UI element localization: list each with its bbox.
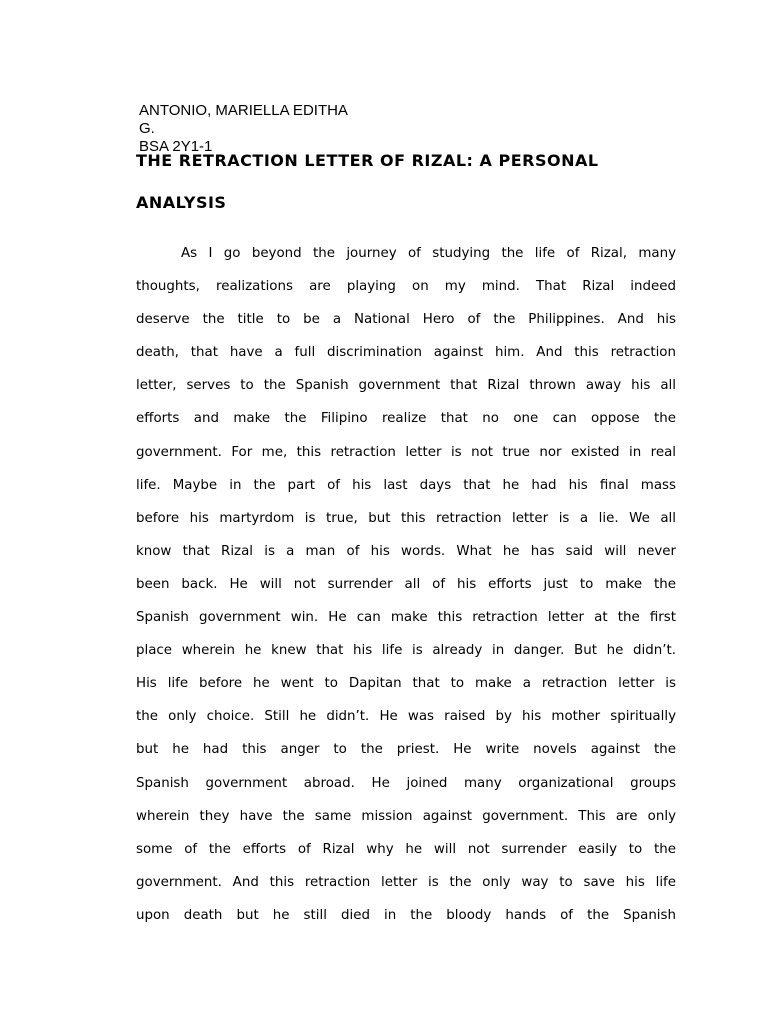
body-line: deserve the title to be a National Hero of the Philippines. And his bbox=[136, 312, 676, 328]
title-line-1: THE RETRACTION LETTER OF RIZAL: A PERSONAL bbox=[136, 151, 599, 170]
body-line: some of the efforts of Rizal why he will not surrender easily to the bbox=[136, 841, 676, 857]
body-line: but he had this anger to the priest. He write novels against the bbox=[136, 742, 676, 758]
body-line: thoughts, realizations are playing on my mind. That Rizal indeed bbox=[136, 279, 676, 295]
body-line: wherein they have the same mission against government. This are only bbox=[136, 808, 676, 824]
body-line: letter, serves to the Spanish government that Rizal thrown away his all bbox=[136, 378, 676, 394]
body-line: Spanish government abroad. He joined many organizational groups bbox=[136, 775, 676, 791]
body-line: His life before he went to Dapitan that to make a retraction letter is bbox=[136, 676, 676, 692]
body-line: the only choice. Still he didn’t. He was raised by his mother spiritually bbox=[136, 709, 676, 725]
body-line: know that Rizal is a man of his words. What he has said will never bbox=[136, 543, 676, 559]
document-title bbox=[136, 140, 676, 224]
body-line: life. Maybe in the part of his last days that he had his final mass bbox=[136, 477, 676, 493]
title-line-2: ANALYSIS bbox=[136, 193, 227, 212]
body-line: government. And this retraction letter is the only way to save his life bbox=[136, 874, 676, 890]
body-line: place wherein he knew that his life is already in danger. But he didn’t. bbox=[136, 643, 676, 659]
body-line: Spanish government win. He can make this retraction letter at the first bbox=[136, 610, 676, 626]
body-line: been back. He will not surrender all of his efforts just to make the bbox=[136, 576, 676, 592]
body-line: death, that have a full discrimination against him. And this retraction bbox=[136, 345, 676, 361]
author-name: ANTONIO, MARIELLA EDITHA bbox=[139, 102, 348, 119]
body-line: efforts and make the Filipino realize that no one can oppose the bbox=[136, 411, 676, 427]
author-name-continued: G. bbox=[139, 120, 155, 137]
body-line: government. For me, this retraction letter is not true nor existed in real bbox=[136, 444, 676, 460]
body-line: upon death but he still died in the bloody hands of the Spanish bbox=[136, 907, 676, 923]
body-paragraph bbox=[136, 237, 676, 932]
body-line: As I go beyond the journey of studying the life of Rizal, many bbox=[181, 246, 676, 261]
body-line: before his martyrdom is true, but this retraction letter is a lie. We all bbox=[136, 510, 676, 526]
author-section: BSA 2Y1-1 bbox=[139, 138, 213, 155]
